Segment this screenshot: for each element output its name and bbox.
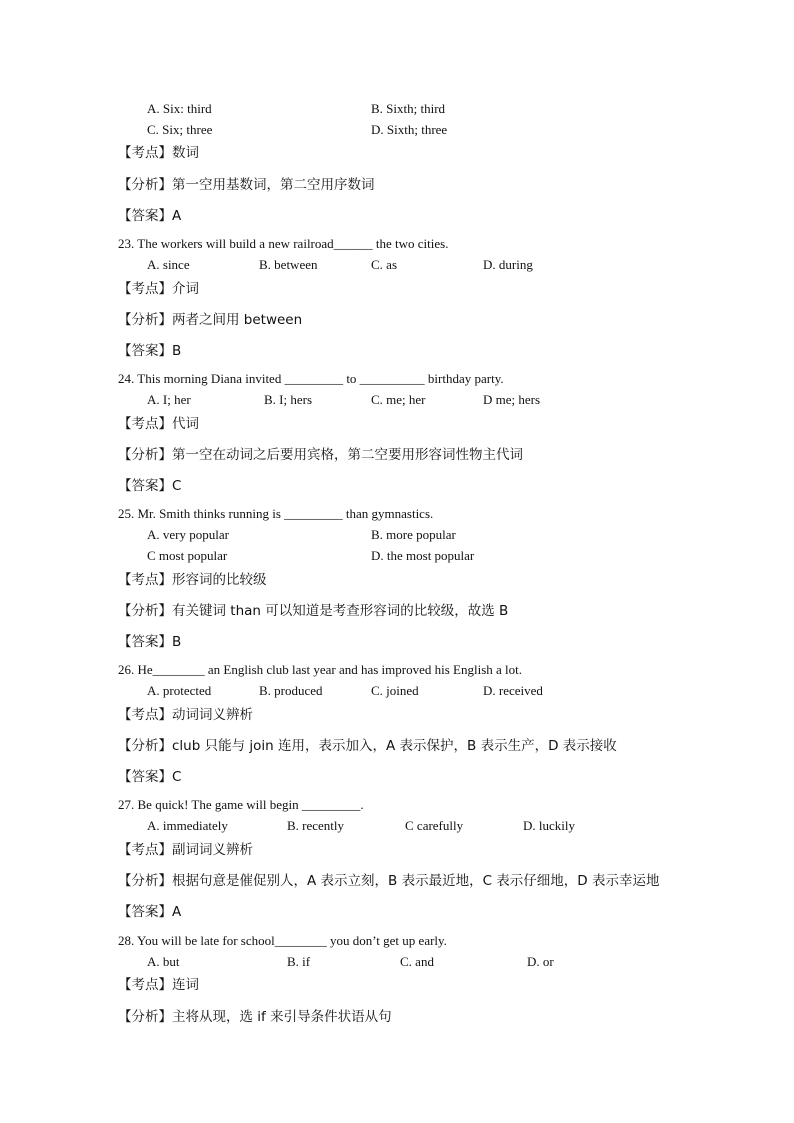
option-d: D. the most popular [371, 548, 475, 563]
fenxi-label: 【分析】主将从现，选 if 来引导条件状语从句 [118, 1009, 392, 1025]
kaodian-label: 【考点】副词词义辨析 [118, 842, 253, 858]
option-d: D. or [527, 954, 554, 969]
daan-label: 【答案】B [118, 343, 182, 359]
daan-label: 【答案】A [118, 208, 182, 224]
daan-label: 【答案】C [118, 478, 182, 494]
kaodian-label: 【考点】动词词义辨析 [118, 707, 253, 723]
question-stem: 28. You will be late for school________ you don’t get up early. [118, 933, 447, 948]
question-stem: 23. The workers will build a new railroad______ the two cities. [118, 236, 449, 251]
fenxi-label: 【分析】club 只能与 join 连用，表示加入，A 表示保护，B 表示生产，D 表示接收 [118, 738, 617, 754]
option-c: C. as [371, 257, 397, 272]
option-b: B. produced [259, 683, 323, 698]
option-b: B. I; hers [264, 392, 313, 407]
option-b: B. Sixth; third [371, 101, 446, 116]
option-d: D. during [483, 257, 533, 272]
option-b: B. recently [287, 818, 345, 833]
kaodian-label: 【考点】代词 [118, 416, 199, 432]
option-b: B. if [287, 954, 311, 969]
option-b: B. between [259, 257, 318, 272]
kaodian-label: 【考点】形容词的比较级 [118, 572, 267, 588]
option-d: D. received [483, 683, 543, 698]
question-stem: 24. This morning Diana invited _________ to __________ birthday party. [118, 371, 504, 386]
kaodian-label: 【考点】数词 [118, 145, 199, 161]
option-a: A. Six: third [147, 101, 212, 116]
option-d: D. luckily [523, 818, 575, 833]
fenxi-label: 【分析】第一空在动词之后要用宾格，第二空要用形容词性物主代词 [118, 447, 523, 463]
fenxi-label: 【分析】第一空用基数词，第二空用序数词 [118, 177, 375, 193]
option-c: C. joined [371, 683, 419, 698]
option-d: D me; hers [483, 392, 541, 407]
daan-label: 【答案】C [118, 769, 182, 785]
option-b: B. more popular [371, 527, 456, 542]
option-a: A. but [147, 954, 180, 969]
question-stem: 27. Be quick! The game will begin _________. [118, 797, 364, 812]
kaodian-label: 【考点】介词 [118, 281, 199, 297]
option-c: C. and [400, 954, 434, 969]
option-a: A. since [147, 257, 190, 272]
fenxi-label: 【分析】有关键词 than 可以知道是考查形容词的比较级，故选 B [118, 603, 509, 619]
daan-label: 【答案】B [118, 634, 182, 650]
option-a: A. I; her [147, 392, 191, 407]
fenxi-label: 【分析】两者之间用 between [118, 312, 303, 328]
option-d: D. Sixth; three [371, 122, 448, 137]
option-c: C. me; her [371, 392, 426, 407]
kaodian-label: 【考点】连词 [118, 977, 199, 993]
option-c: C. Six; three [147, 122, 213, 137]
option-c: C carefully [405, 818, 464, 833]
daan-label: 【答案】A [118, 904, 182, 920]
question-stem: 26. He________ an English club last year and has improved his English a lot. [118, 662, 523, 677]
option-a: A. immediately [147, 818, 228, 833]
question-stem: 25. Mr. Smith thinks running is _________ than gymnastics. [118, 506, 434, 521]
option-c: C most popular [147, 548, 228, 563]
option-a: A. protected [147, 683, 212, 698]
fenxi-label: 【分析】根据句意是催促别人，A 表示立刻，B 表示最近地，C 表示仔细地，D 表示幸运地 [118, 873, 660, 889]
option-a: A. very popular [147, 527, 229, 542]
